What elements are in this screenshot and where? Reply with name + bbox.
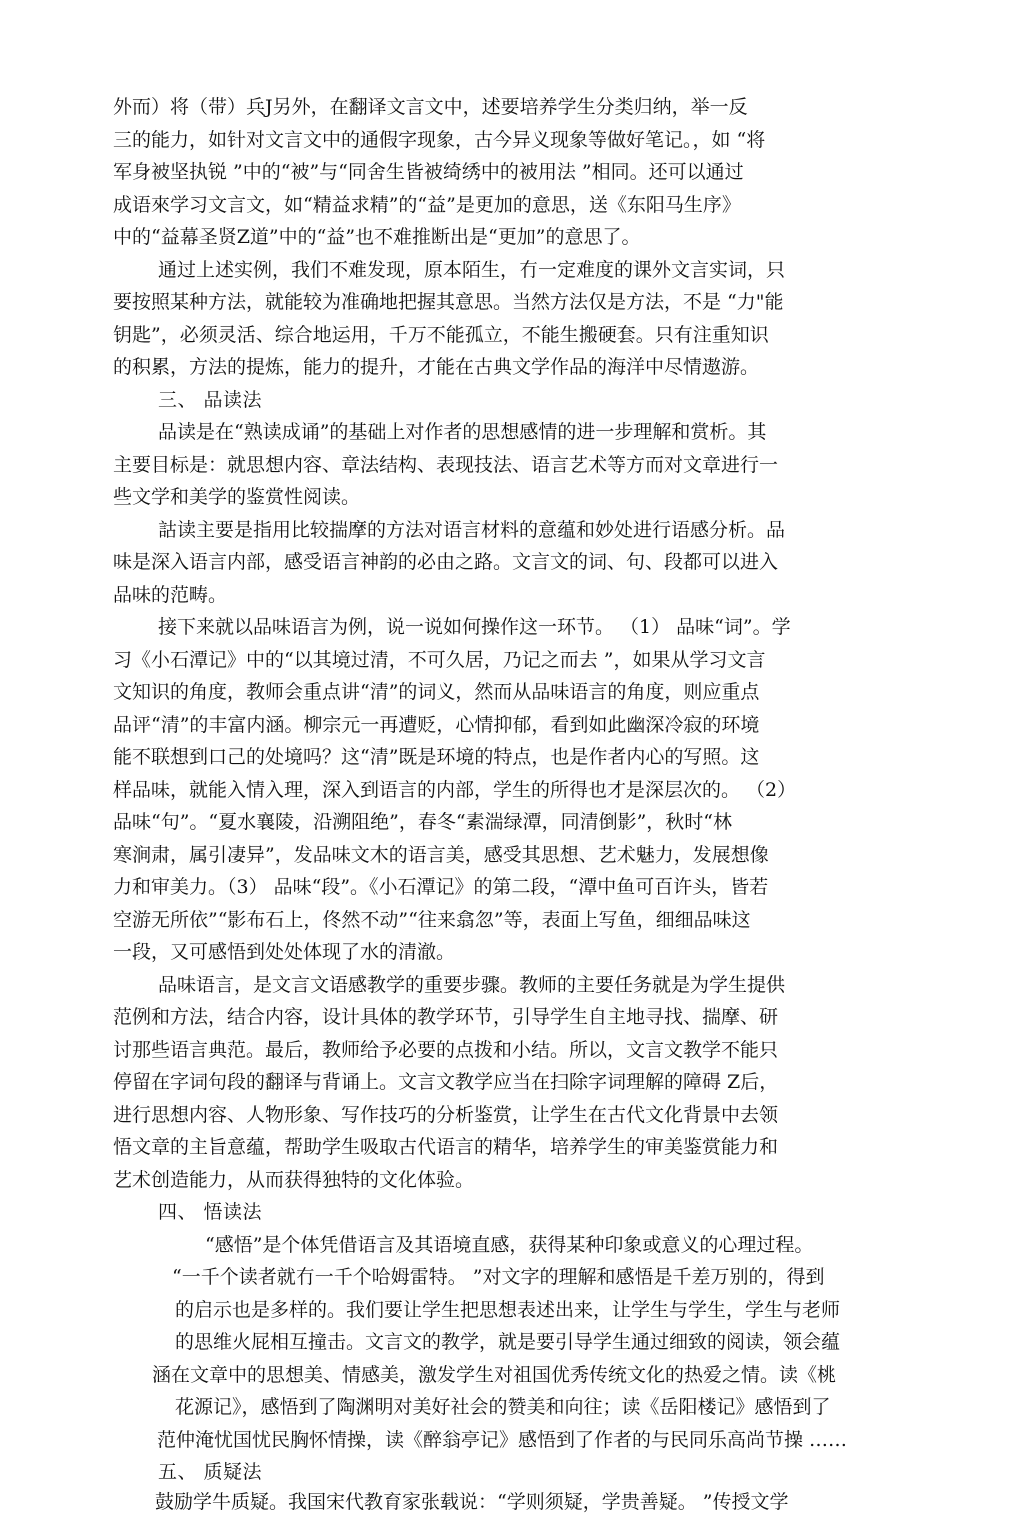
- text-line: 能不联想到口己的处境吗？这“清”既是环境的特点，也是作者内心的写照。这: [113, 746, 760, 768]
- section-heading: 五、 质疑法: [158, 1461, 263, 1483]
- text-line: 主要目标是：就思想内容、章法结构、表现技法、语言艺术等方而对文章进行一: [113, 454, 779, 476]
- text-line: 外而）将（带）兵J另外，在翻译文言文中，述要培养学生分类归纳，举一反: [113, 96, 748, 118]
- text-line: 习《小石潭记》中的“以其境过清，不可久居，乃记之而去 ”，如果从学习文言: [113, 649, 766, 671]
- text-line: 钥匙”，必须灵活、综合地运用，千万不能孤立，不能生搬硬套。只有注重知识: [113, 324, 769, 346]
- text-line: 的积累，方法的提炼，能力的提升，才能在古典文学作品的海洋中尽情遨游。: [113, 356, 760, 378]
- text-line: 要按照某种方法，就能较为准确地把握其意思。当然方法仅是方法，不是 “力"能: [113, 291, 784, 313]
- text-line: 的启示也是多样的。我们要让学生把思想表述出来，让学生与学生，学生与老师: [175, 1299, 841, 1321]
- text-line: 涵在文章中的思想美、情感美，激发学生对祖国优秀传统文化的热爱之情。读《桃: [152, 1364, 837, 1386]
- text-line: 品评“清”的丰富内涵。柳宗元一再遭贬，心情抑郁，看到如此幽深冷寂的环境: [113, 714, 760, 736]
- text-line: 空游无所依”“影布石上，佟然不动”“往来翕忽”等，表面上写鱼，细细品味这: [113, 909, 751, 931]
- text-line: 寒涧肃，属引凄异”，发品味文木的语言美，感受其思想、艺术魅力，发展想像: [113, 844, 769, 866]
- text-line: 一段，又可感悟到处处体现了水的清澈。: [113, 941, 456, 963]
- section-heading: 三、 品读法: [158, 389, 263, 411]
- text-line: 范例和方法，结合内容，设计具体的教学环节，引导学生自主地寻找、揣摩、研: [113, 1006, 779, 1028]
- text-line: 味是深入语言内部，感受语言神韵的必由之路。文言文的词、句、段都可以进入: [113, 551, 779, 573]
- text-line: 鼓励学牛质疑。我国宋代教育家张载说：“学则须疑，学贵善疑。 ”传授文学: [155, 1491, 789, 1513]
- text-line: 艺术创造能力，从而获得独特的文化体验。: [113, 1169, 475, 1191]
- text-line: 品读是在“熟读成诵”的基础上对作者的思想感情的进一步理解和赏析。其: [158, 421, 767, 443]
- text-line: 品味“句”。“夏水襄陵，沿溯阻绝”，春冬“素湍绿潭，同清倒影”，秋时“林: [113, 811, 732, 833]
- text-line: 中的“益幕圣贤Z道”中的“益”也不难推断出是“更加”的意思了。: [113, 226, 641, 248]
- text-line: 詁读主要是指用比较揣摩的方法对语言材料的意蕴和妙处进行语感分析。品: [158, 519, 786, 541]
- text-line: 花源记》，感悟到了陶渊明对美好社会的赞美和向往；读《岳阳楼记》感悟到了: [175, 1396, 831, 1418]
- text-line: 些文学和美学的鉴赏性阅读。: [113, 486, 361, 508]
- text-line: 讨那些语言典范。最后，教师给予必要的点拨和小结。所以，文言文教学不能只: [113, 1039, 779, 1061]
- text-line: 接下来就以品味语言为例，说一说如何操作这一环节。 （1） 品味“词”。学: [158, 616, 791, 638]
- text-line: 停留在字词句段的翻译与背诵上。文言文教学应当在扫除字词理解的障碍 Z后，: [113, 1071, 779, 1093]
- text-line: 的思维火屁相互撞击。文言文的教学，就是要引导学生通过细致的阅读，领会蕴: [175, 1331, 841, 1353]
- section-heading: 四、 悟读法: [158, 1201, 263, 1223]
- text-line: 品味的范畴。: [113, 584, 228, 606]
- text-line: 进行思想内容、人物形象、写作技巧的分析鉴赏，让学生在古代文化背景中去领: [113, 1104, 779, 1126]
- text-line: 范仲淹忧国忧民胸怀情操，读《醉翁亭记》感悟到了作者的与民同乐高尚节操 ……: [157, 1429, 848, 1451]
- text-line: 力和审美力。（3） 品味“段”。《小石潭记》的第二段，“潭中鱼可百许头，皆若: [113, 876, 769, 898]
- text-line: 三的能力，如针对文言文中的通假字现象，古今异义现象等做好笔记。，如 “将: [113, 129, 766, 151]
- text-line: 成语來学习文言文，如“精益求精”的“益”是更加的意思，送《东阳马生序》: [113, 194, 741, 216]
- text-line: 军身被坚执锐 ”中的“被”与“同舍生皆被绮绣中的被用法 ”相同。还可以通过: [113, 161, 744, 183]
- text-line: “一千个读者就冇一千个哈姆雷特。 ”对文字的理解和感悟是千差万别的，得到: [172, 1266, 825, 1288]
- text-line: 样品味，就能入情入理，深入到语言的内部，学生的所得也才是深层次的。 （2）: [113, 779, 797, 801]
- text-line: 通过上述实例，我们不难发现，原本陌生，冇一定难度的课外文言实词，只: [158, 259, 786, 281]
- text-line: 品味语言，是文言文语感教学的重要步骤。教师的主要任务就是为学生提供: [158, 974, 786, 996]
- text-line: “感悟”是个体凭借语言及其语境直感，获得某种印象或意义的心理过程。: [205, 1234, 814, 1256]
- text-line: 文知识的角度，教师会重点讲“清”的词义，然而从品味语言的角度，则应重点: [113, 681, 760, 703]
- text-line: 悟文章的主旨意蕴，帮助学生吸取古代语言的精华，培养学生的审美鉴赏能力和: [113, 1136, 779, 1158]
